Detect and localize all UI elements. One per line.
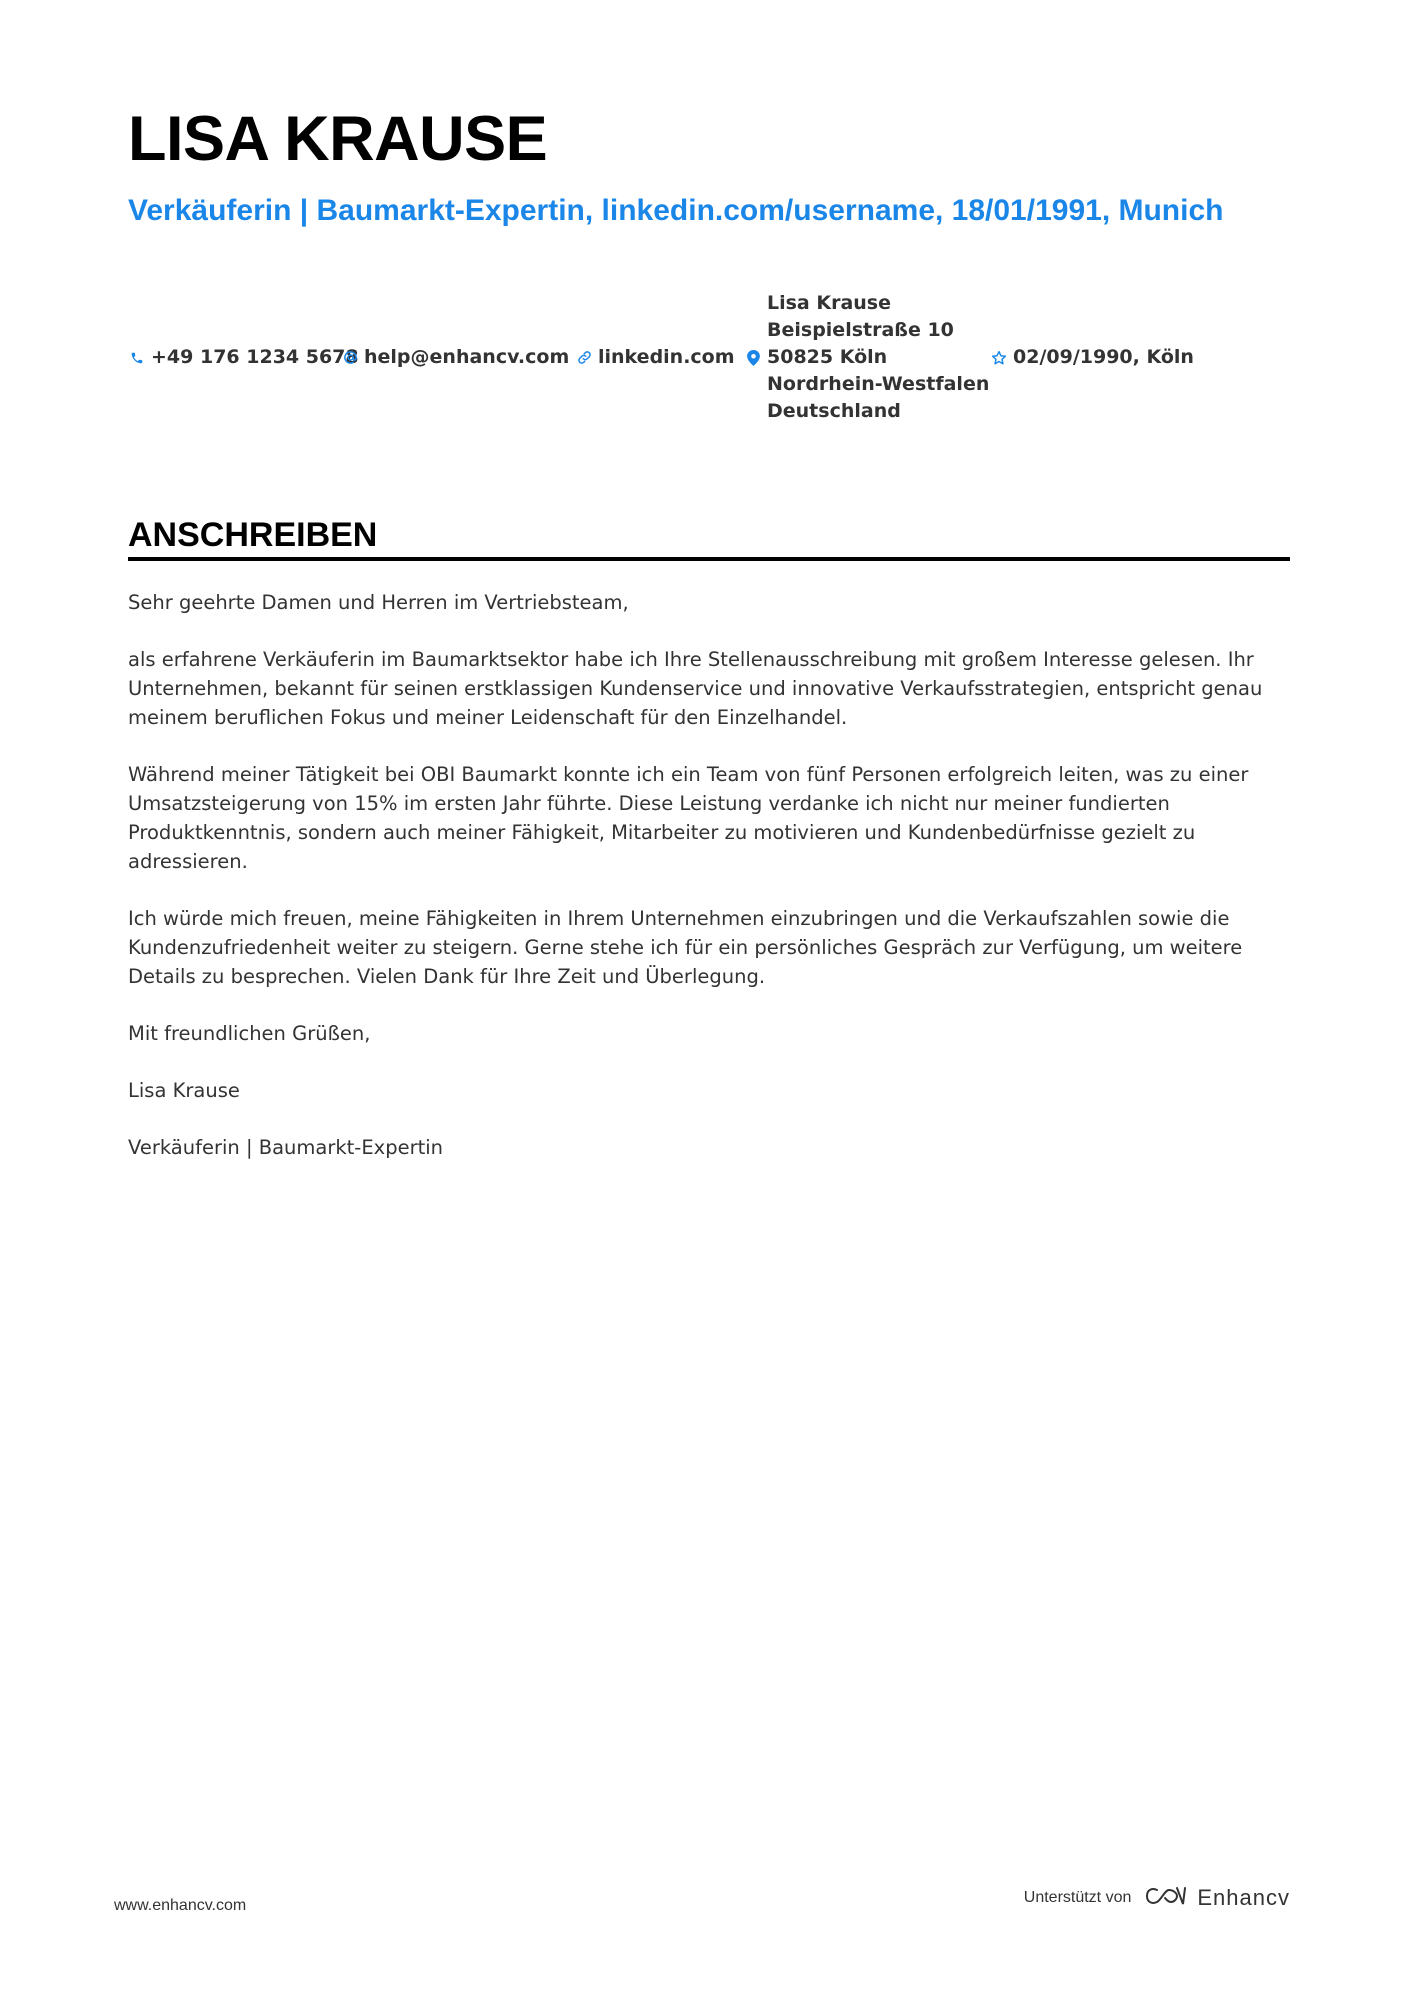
address-line: Beispielstraße 10	[767, 319, 954, 341]
address-line: 50825 Köln	[767, 346, 888, 368]
footer-branding[interactable]	[1024, 1884, 1290, 1912]
phone-icon	[128, 344, 146, 371]
signature-title: Verkäuferin | Baumarkt-Expertin	[128, 1136, 444, 1159]
section-divider	[128, 557, 1290, 561]
enhancv-logo-icon	[1143, 1884, 1187, 1912]
brand	[1143, 1884, 1290, 1912]
candidate-subtitle: Verkäuferin | Baumarkt-Expertin, linkedin.com/username, 18/01/1991, Munich	[128, 194, 1224, 227]
address-line: Deutschland	[767, 400, 901, 422]
letter-salutation: Sehr geehrte Damen und Herren im Vertriebsteam,	[128, 591, 629, 614]
brand-name: Enhancv	[1197, 1885, 1290, 1910]
location-pin-icon	[744, 344, 762, 371]
contact-phone[interactable]	[128, 344, 359, 371]
contact-birth	[990, 344, 1194, 371]
address-line: Nordrhein-Westfalen	[767, 373, 990, 395]
link-icon	[575, 344, 593, 371]
address-lines	[767, 290, 989, 425]
letter-paragraph: als erfahrene Verkäuferin im Baumarktsektor habe ich Ihre Stellenausschreibung mit großem Interesse gelesen. Ihr Unternehmen, bekannt für seinen erstklassigen Kundenservice und innovative Verkaufsstrategien, entspricht genau meinem beruflichen Fokus und meiner Leidenschaft für den Einzelhandel.	[128, 648, 1263, 729]
at-icon	[341, 344, 359, 371]
star-icon	[990, 344, 1008, 371]
candidate-name: LISA KRAUSE	[128, 104, 548, 174]
powered-by-label: Unterstützt von	[1023, 1889, 1132, 1906]
email-text: help@enhancv.com	[364, 346, 570, 368]
contact-bar	[128, 290, 1278, 430]
contact-address	[744, 290, 989, 425]
contact-email[interactable]	[341, 344, 569, 371]
letter-body	[128, 588, 1293, 1190]
address-line: Lisa Krause	[767, 292, 892, 314]
section-title: ANSCHREIBEN	[128, 516, 378, 554]
phone-text: +49 176 1234 5678	[151, 346, 359, 368]
letter-paragraph: Während meiner Tätigkeit bei OBI Baumarkt konnte ich ein Team von fünf Personen erfolgreich leiten, was zu einer Umsatzsteigerung von 15% im ersten Jahr führte. Diese Leistung verdanke ich nicht nur meiner fundierten Produktkenntnis, sondern auch meiner Fähigkeit, Mitarbeiter zu motivieren und Kundenbedürfnisse gezielt zu adressieren.	[128, 763, 1249, 873]
signature-name: Lisa Krause	[128, 1079, 240, 1102]
letter-closing: Mit freundlichen Grüßen,	[128, 1022, 371, 1045]
birth-text: 02/09/1990, Köln	[1013, 346, 1194, 368]
contact-linkedin[interactable]	[575, 344, 735, 371]
letter-paragraph: Ich würde mich freuen, meine Fähigkeiten in Ihrem Unternehmen einzubringen und die Verkaufszahlen sowie die Kundenzufriedenheit weiter zu steigern. Gerne stehe ich für ein persönliches Gespräch zur Verfügung, um weitere Details zu besprechen. Vielen Dank für Ihre Zeit und Überlegung.	[128, 907, 1243, 988]
linkedin-text: linkedin.com	[598, 346, 735, 368]
footer-website[interactable]: www.enhancv.com	[114, 1897, 247, 1914]
